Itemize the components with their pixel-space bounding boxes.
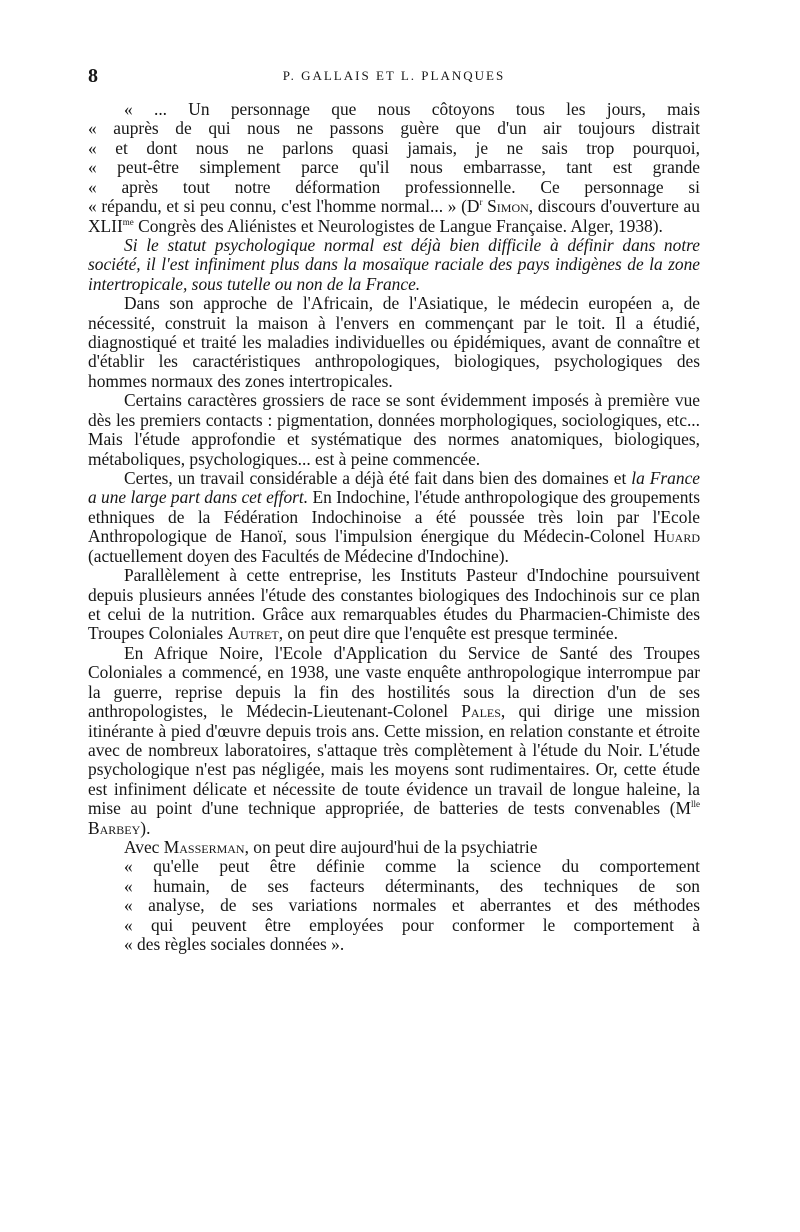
paragraph: Avec Masserman, on peut dire aujourd'hui de la psychiatrie « qu'elle peut être définie comme la science du comportement « humain, de ses facteurs déterminants, des techniques de son « analyse, de ses variations normales et aberrantes et des méthodes « qui peuvent être employées pour conformer le comportement à « des règles sociales données ». (88, 838, 700, 955)
running-title: P. GALLAIS ET L. PLANQUES (282, 68, 506, 83)
doctor-superscript: r (479, 197, 483, 208)
quote-line: « ... Un personnage que nous côtoyons tous les jours, mais (124, 99, 700, 119)
person-name: Autret (227, 623, 279, 644)
mademoiselle-superscript: lle (691, 799, 700, 810)
quote-line: « après tout notre déformation professionnelle. Ce personnage si (88, 176, 700, 197)
paragraph: En Afrique Noire, l'Ecole d'Application du Service de Santé des Troupes Coloniales a commencé, en 1938, une vaste enquête anthropologique interrompue par la guerre, reprise depuis la fin des hostilités sous la direction d'un de ses anthropologistes, le Médecin-Lieutenant-Colonel Pales, qui dirige une mission itinérante à pied d'œuvre depuis trois ans. Cette mission, en relation constante et étroite avec de nombreux laboratoires, s'attaque très complètement à l'étude du Noir. L'étude psychologique n'est pas négligée, mais les moyens sont rudimentaires. Or, cette étude est infiniment délicate et nécessite de toute évidence un travail de longue haleine, la mise au point d'une technique appropriée, de batteries de tests convenables ($M^{lle}$ Barbey). (88, 642, 700, 838)
quote-line-end: « répandu, et si peu connu, c'est l'homme normal... » (D (88, 196, 480, 217)
citation-text: Congrès des Aliénistes et Neurologistes de Langue Française. Alger, 1938). (138, 215, 663, 236)
person-name: Masserman (163, 837, 245, 858)
roman-numeral: XLII (88, 215, 123, 236)
italic-phrase: la France a une large part dans cet effort. (88, 468, 701, 508)
quote-line: , on peut dire aujourd'hui de la psychiatrie (244, 837, 538, 858)
author-name: Simon (487, 196, 529, 217)
paragraph: Dans son approche de l'Africain, de l'Asiatique, le médecin européen a, de nécessité, construit la maison à l'envers en commençant par le toit. Il a étudié, diagnostiqué et traité les maladies individuelles ou épidémiques, avant de connaître et d'établir les caractéristiques anthropologiques, biologiques, psychologiques des hommes normaux des zones intertropicales. (88, 293, 700, 391)
paragraph: Certains caractères grossiers de race se sont évidemment imposés à première vue dès les premiers contacts : pigmentation, données morphologiques, sociologiques, etc... Mais l'étude approfondie et systématique des normes anatomiques, biologiques, métaboliques, psychologiques... est à peine commencée. (88, 390, 700, 469)
page-number: 8 (88, 65, 98, 87)
quote-line: « des règles sociales données ». (124, 934, 345, 955)
paragraph: Certes, un travail considérable a déjà été fait dans bien des domaines et la France a une large part dans cet effort. En Indochine, l'étude anthropologique des groupements ethniques de la Fédération Indochinoise a été poussée très loin par l'Ecole Anthropologique de Hanoï, sous l'impulsion énergique du Médecin-Colonel Huard (actuellement doyen des Facultés de Médecine d'Indochine). (88, 468, 701, 566)
citation-text: discours d'ouverture au (537, 196, 700, 217)
quote-line: « peut-être simplement parce qu'il nous embarrasse, tant est grande (88, 157, 700, 178)
quote-line: « qui peuvent être employées pour conformer le comportement à (124, 914, 700, 935)
quote-paragraph: « ... Un personnage que nous côtoyons tous les jours, mais « auprès de qui nous ne passons guère que d'un air toujours distrait « et dont nous ne parlons quasi jamais, je ne sais trop pourquoi, « peut-être simplement parce qu'il nous embarrasse, tant est grande « après tout notre déformation professionnelle. Ce personnage si « répandu, et si peu connu, c'est l'homme normal... » ($D^r$ Simon, discours d'ouverture au $XLII^{me}$ Congrès des Aliénistes et Neurologistes de Langue Française. Alger, 1938). (88, 99, 700, 236)
quote-line: « qu'elle peut être définie comme la science du comportement (124, 856, 700, 877)
ordinal-superscript: me (122, 216, 134, 227)
quote-line: « humain, de ses facteurs déterminants, des techniques de son (124, 875, 700, 896)
quote-line: « analyse, de ses variations normales et aberrantes et des méthodes (124, 895, 700, 916)
italic-paragraph: Si le statut psychologique normal est déjà bien difficile à définir dans notre société, il l'est infiniment plus dans la mosaïque raciale des pays indigènes de la zone intertropicale, sous tutelle ou non de la France. (88, 234, 700, 294)
person-name: Barbey (88, 817, 141, 838)
quote-line: « et dont nous ne parlons quasi jamais, je ne sais trop pourquoi, (88, 137, 700, 158)
paragraph: Parallèlement à cette entreprise, les Instituts Pasteur d'Indochine poursuivent depuis plusieurs années l'étude des constantes biologiques des Indochinois sur ce plan et celui de la nutrition. Grâce aux remarquables études du Pharmacien-Chimiste des Troupes Coloniales Autret, on peut dire que l'enquête est presque terminée. (88, 565, 700, 644)
person-name: Pales (461, 701, 501, 722)
body-text (88, 100, 700, 955)
quote-line: « auprès de qui nous ne passons guère que d'un air toujours distrait (88, 118, 700, 139)
person-name: Huard (653, 526, 700, 547)
running-head (88, 64, 700, 88)
